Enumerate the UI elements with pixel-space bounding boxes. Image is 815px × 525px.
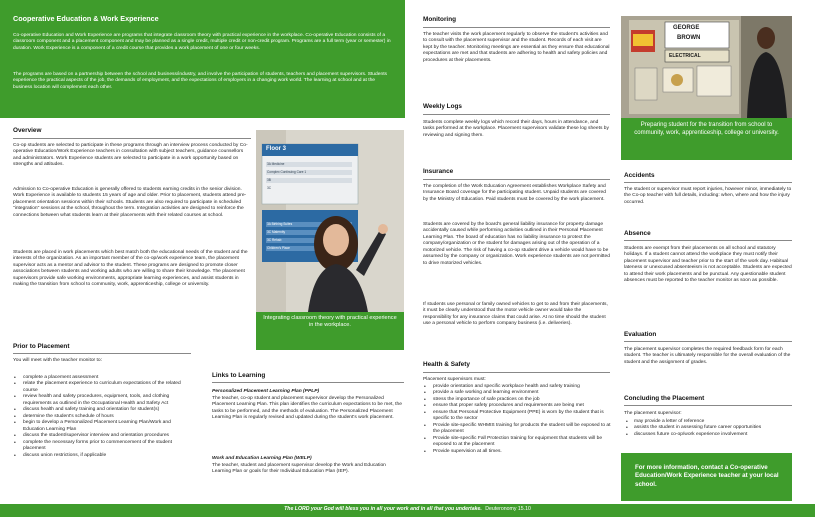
prior-item: • determine the student's schedule of hours [13, 414, 193, 420]
insurance-divider [423, 179, 610, 180]
photo-caption-box-1 [256, 312, 404, 350]
prior-item: • discuss union restrictions, if applicable [13, 453, 193, 459]
health-safety-heading: Health & Safety [423, 361, 470, 368]
overview-heading: Overview [13, 127, 42, 134]
concluding-heading: Concluding the Placement [624, 395, 705, 402]
concluding-divider [624, 405, 792, 406]
health-safety-list [423, 384, 613, 455]
prior-divider [13, 353, 191, 354]
footer-reference: Deuteronomy 15.10 [485, 506, 531, 512]
health-safety-intro: Placement supervisors must: [423, 377, 486, 382]
sign-row-4: 3C [267, 186, 272, 190]
concluding-item: • discusses future co-op/work experience involvement [612, 432, 797, 438]
health-safety-item: • Provide site-specific Fall Protection training for equipment that students will be exposed to at the placement [423, 436, 613, 449]
intro-paragraph-1: Co-operative Education and Work Experience are programs that integrate classroom theory with practical experience in the workplace. Co-operative Education consists of a classroom component and a placement component and may be planned as a single credit, multiple credit or non-credit program. Programs are a full term (year or semester) in duration. Work Experience is a component of a credit course that provides a work placement of one or four weeks. [13, 33, 391, 51]
sign-row-3: 3B [267, 178, 271, 182]
weekly-logs-heading: Weekly Logs [423, 103, 462, 110]
prior-item: • review health and safety procedures, equipment, tools, and clothing requirements as outlined in the Occupational Health and Safety Act [13, 394, 193, 407]
evaluation-divider [624, 341, 792, 342]
sign-row2-3: 3C Rehab [267, 238, 282, 242]
insurance-paragraph-2: Students are covered by the board's general liability insurance for property damage accidentally caused while performing activities outlined in their Personal Placement Learning Plan. The board of education has no liability insurance to protect the company/organization or the student for damages arising out of the operation of a motorized vehicle. The risk of having a co-op student drive a vehicle would have to be assumed by the company or organization. Work experience students are not permitted to drive motorized vehicles. [423, 222, 610, 266]
absence-heading: Absence [624, 230, 651, 237]
contact-text: For more information, contact a Co-operative Education/Work Experience teacher at your local school. [635, 464, 779, 488]
hospital-photo [256, 130, 404, 312]
prior-item: • complete the necessary forms prior to commencement of the student placement [13, 440, 193, 453]
weekly-logs-text: Students complete weekly logs which record their days, hours in attendance, and tasks performed at the workplace. Placement supervisors validate these log sheets by reviewing and signing them. [423, 120, 609, 138]
health-safety-item: • Provide site-specific WHMIS training for products the student will be exposed to at the placement [423, 423, 613, 436]
health-safety-item: • provide a safe working and learning environment [423, 390, 613, 396]
absence-text: Students are exempt from their placements on all school and statutory holidays. If a student cannot attend the workplace they must notify their placement supervisor and teacher prior to the start of the work day. Habitual lateness or unexcused absenteeism is not acceptable. Students are expected to attend their work placements and be punctual. Any questionable student absences must be reported to the teacher monitor as soon as possible. [624, 246, 792, 284]
overview-paragraph-3: Students are placed in work placements which best match both the educational needs of the student and the interests of the organization. As an important member of the co-op/work experience team, the placement supervisor acts as a mentor and advisor to the student. These programs are designed to promote closer associations between students and working adults who are willing to share their knowledge. The placement supervisors provide safe working environments, appropriate learning experiences, and assist students in making the transition from school to community, work, apprenticeship, college or university. [13, 250, 248, 288]
sign-floor-label: Floor 3 [266, 146, 287, 152]
prior-item: • relate the placement experience to curriculum expectations of the related course [13, 381, 193, 394]
intro-paragraph-2: The programs are based on a partnership between the school and business/industry, and involve the participation of students, teachers and placement supervisors. Students experience the practical aspects of the job, the demands of employment, and the expectations of employers in a changing work world. The learning at school and at the business location will complement each other. [13, 72, 387, 90]
links-heading: Links to Learning [212, 372, 266, 379]
prior-item: • begin to develop a Personalized Placement Learning Plan/Work and Education Learning Plan [13, 420, 193, 433]
overview-divider [13, 138, 251, 139]
health-safety-item: • Provide supervision at all times. [423, 449, 613, 455]
sign-row-1: 3A Medicine [267, 162, 285, 166]
electrical-photo [621, 16, 792, 118]
electrical-display-illustration [621, 16, 792, 118]
monitoring-divider [423, 27, 610, 28]
evaluation-heading: Evaluation [624, 331, 657, 338]
prior-item: • complete a placement assessment [13, 375, 193, 381]
sign-row-2: Complex Continuing Care 1 [267, 170, 307, 174]
photo-caption-1: Integrating classroom theory with practical experience in the workplace. [263, 315, 397, 329]
weekly-logs-divider [423, 114, 610, 115]
insurance-heading: Insurance [423, 168, 454, 175]
overview-paragraph-1: Co-op students are selected to participate in these programs through an interview process conducted by Co-operative Education/Work Experience teachers in consultation with subject teachers, guidance counsellors and administrators. Work Experience students are selected to participate in a work opportunity based on strengths and attitudes. [13, 143, 248, 168]
page-title: Cooperative Education & Work Experience [13, 14, 159, 23]
display-sign-line-1: GEORGE [673, 25, 700, 31]
health-safety-item: • stress the importance of safe practices on the job [423, 397, 613, 403]
concluding-list [612, 419, 797, 438]
photo-caption-2: Preparing student for the transition from school to community, work, apprenticeship, college or university. [634, 122, 779, 136]
welp-title: Work and Education Learning Plan (WELP) [212, 456, 312, 461]
prior-item: • discuss the student/supervisor interview and orientation procedures [13, 433, 193, 439]
sign-row2-2: 3C Maternity [267, 230, 286, 234]
evaluation-text: The placement supervisor completes the required feedback form for each student. The teacher is ultimately responsible for the overall evaluation of the student and the assignment of grades. [624, 347, 791, 365]
monitoring-heading: Monitoring [423, 16, 457, 23]
contact-box [621, 453, 792, 501]
pplp-text: The teacher, co-op student and placement supervisor develop the Personalized Placement Learning Plan. This plan identifies the curriculum expectations to be met, the tasks to be performed, and the methods of evaluation. The Personalized Placement Learning Plan is regularly revised and updated during the student's work placement. [212, 396, 402, 421]
accidents-divider [624, 182, 792, 183]
prior-item: • discuss health and safety training and orientation for student(s) [13, 407, 193, 413]
concluding-intro: The placement supervisor: [624, 411, 682, 416]
concluding-item: • assists the student in assessing future career opportunities [612, 425, 797, 431]
health-safety-item: • ensure that proper safety procedures and requirements are being met [423, 403, 613, 409]
accidents-heading: Accidents [624, 172, 655, 179]
photo-caption-box-2 [621, 118, 792, 160]
links-divider [212, 382, 404, 383]
prior-list [13, 375, 193, 459]
health-safety-item: • provide orientation and specific workplace health and safety training [423, 384, 613, 390]
prior-intro: You will meet with the teacher monitor to: [13, 358, 102, 363]
welp-text: The teacher, student and placement supervisor develop the Work and Education Learning Plan or goals for their Individual Education Plan (IEP). [212, 463, 386, 475]
sign-row2-1: 3A Birthing Suites [267, 222, 293, 226]
display-sign-line-3: ELECTRICAL [669, 53, 701, 59]
footer-verse-line [0, 506, 815, 512]
insurance-paragraph-3: If students use personal or family owned vehicles to get to and from their placements, it must be clearly understood that the motor vehicle owner would take the responsibility for any insurance claims that could arise. At no time should the student use a personal vehicle to perform company business (i.e. deliveries). [423, 302, 608, 327]
sign-row2-4: Children's Place [267, 246, 290, 250]
monitoring-text: The teacher visits the work placement regularly to observe the student's activities and to consult with the placement supervisor and the student. Records of each visit are kept by the teacher. Monitoring meetings are essential as they ensure that educational expectations are met and that students are adhering to health and safety policies and procedures at their placements. [423, 32, 610, 63]
absence-divider [624, 240, 792, 241]
health-safety-item: • ensure that Personal Protective Equipment (PPE) is worn by the student that is specific to the sector [423, 410, 613, 423]
overview-paragraph-2: Admission to Co-operative Education is generally offered to students earning credits in the senior division. Work Experience is available to students 15 years of age and older. Prior to placement, students attend pre-placement orientation sessions within their schools. Students are also required to participate in scheduled "integration" sessions at the school, throughout the term. Integration activities are designed to reinforce the connections between what students learn at their placements with their related courses at school. [13, 187, 247, 218]
footer-verse: The LORD your God will bless you in all your work and in all that you undertake. [284, 506, 482, 512]
health-safety-divider [423, 372, 610, 373]
hospital-sign-illustration [256, 130, 404, 312]
prior-heading: Prior to Placement [13, 343, 70, 350]
pplp-title: Personalized Placement Learning Plan (PPLP) [212, 389, 320, 394]
display-sign-line-2: BROWN [677, 35, 701, 41]
concluding-item: • may provide a letter of reference [612, 419, 797, 425]
insurance-paragraph-1: The completion of the Work Education Agreement establishes Workplace Safety and Insurance Board coverage for the participating student. Unpaid students are covered by the Ministry of Education. Paid students must be covered by the work placement. [423, 184, 606, 202]
accidents-text: The student or supervisor must report injuries, however minor, immediately to the Co-op teacher with full details, including: when, where and how the injury occurred. [624, 187, 792, 205]
